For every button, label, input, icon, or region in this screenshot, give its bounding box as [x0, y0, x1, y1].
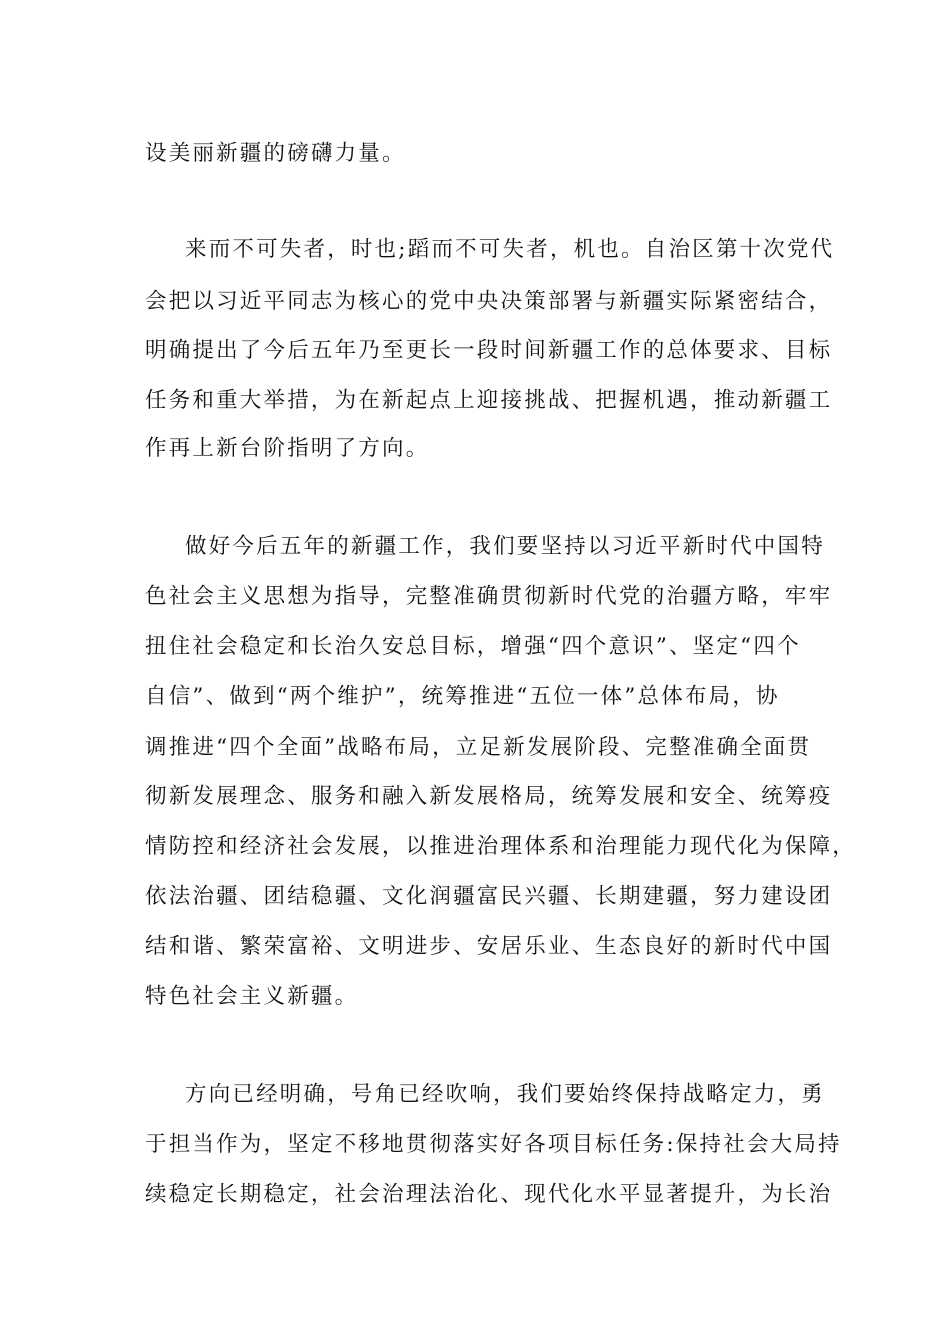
paragraph-line: 彻新发展理念、服务和融入新发展格局，统筹发展和安全、统筹疫 — [145, 784, 833, 809]
paragraph-line: 结和谐、繁荣富裕、文明进步、安居乐业、生态良好的新时代中国 — [145, 934, 833, 959]
paragraph-line: 作再上新台阶指明了方向。 — [145, 436, 430, 461]
paragraph-line: 调推进“四个全面”战略布局，立足新发展阶段、完整准确全面贯 — [145, 735, 812, 760]
paragraph-line: 会把以习近平同志为核心的党中央决策部署与新疆实际紧密结合， — [145, 289, 833, 314]
paragraph-line: 特色社会主义新疆。 — [145, 984, 359, 1009]
paragraph-line: 来而不可失者，时也;蹈而不可失者，机也。自治区第十次党代 — [185, 237, 835, 262]
paragraph-line: 设美丽新疆的磅礴力量。 — [145, 141, 406, 166]
paragraph-line: 情防控和经济社会发展，以推进治理体系和治理能力现代化为保障， — [145, 834, 857, 859]
paragraph-line: 依法治疆、团结稳疆、文化润疆富民兴疆、长期建疆，努力建设团 — [145, 884, 833, 909]
paragraph-line: 续稳定长期稳定，社会治理法治化、现代化水平显著提升，为长治 — [145, 1182, 833, 1207]
paragraph-line: 任务和重大举措，为在新起点上迎接挑战、把握机遇，推动新疆工 — [145, 388, 833, 413]
paragraph-line: 扭住社会稳定和长治久安总目标，增强“四个意识”、坚定“四个 — [145, 634, 801, 659]
paragraph-line: 明确提出了今后五年乃至更长一段时间新疆工作的总体要求、目标 — [145, 338, 833, 363]
paragraph-line: 色社会主义思想为指导，完整准确贯彻新时代党的治疆方略，牢牢 — [145, 584, 833, 609]
paragraph-line: 方向已经明确，号角已经吹响，我们要始终保持战略定力，勇 — [185, 1082, 825, 1107]
paragraph-line: 做好今后五年的新疆工作，我们要坚持以习近平新时代中国特 — [185, 534, 825, 559]
paragraph-line: 于担当作为，坚定不移地贯彻落实好各项目标任务:保持社会大局持 — [145, 1132, 842, 1157]
paragraph-line: 自信”、做到“两个维护”，统筹推进“五位一体”总体布局，协 — [145, 684, 780, 709]
